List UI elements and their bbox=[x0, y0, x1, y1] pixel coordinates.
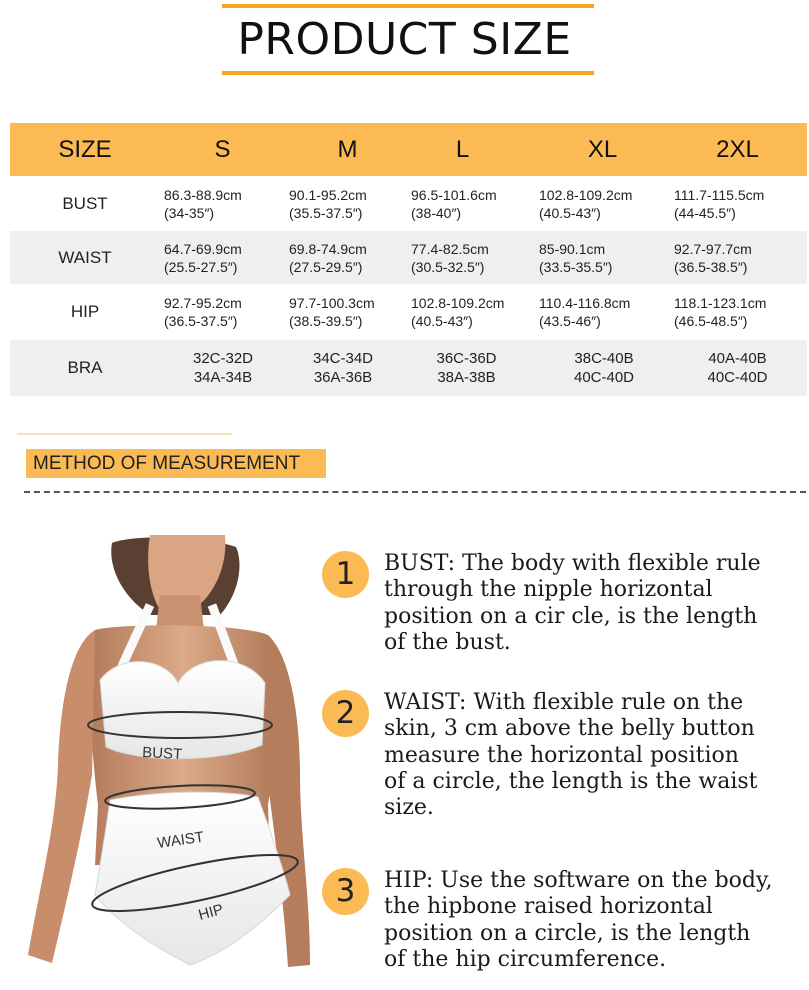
table-cell bbox=[160, 294, 289, 330]
table-cell bbox=[411, 294, 539, 330]
cell-inch: (46.5-48.5″) bbox=[674, 312, 748, 329]
size-header-2xl: 2XL bbox=[716, 136, 759, 163]
table-cell bbox=[674, 294, 804, 330]
cell-inch: (40.5-43″) bbox=[411, 312, 473, 329]
step-description: HIP: Use the software on the body, the hipbone raised horizontal position on a circle, is the length of the hip circumference. bbox=[384, 868, 773, 972]
cell-cm: 86.3-88.9cm bbox=[164, 186, 242, 203]
cell-cm: 111.7-115.5cm bbox=[674, 186, 765, 203]
step-number-badge: 3 bbox=[322, 868, 369, 915]
row-label: HIP bbox=[70, 301, 100, 321]
table-cell bbox=[674, 186, 804, 222]
step-description: WAIST: With flexible rule on the skin, 3 cm above the belly button measure the horizontal position of a circle, the length is the waist size. bbox=[384, 690, 758, 821]
cell-bra-size: 38C-40B bbox=[574, 350, 634, 367]
model-figure bbox=[0, 535, 320, 990]
table-cell bbox=[289, 186, 411, 222]
cell-cm: 102.8-109.2cm bbox=[539, 186, 633, 203]
bust-row bbox=[10, 177, 807, 230]
cell-cm: 77.4-82.5cm bbox=[411, 240, 489, 257]
table-cell bbox=[539, 294, 674, 330]
bikini-bottom-shape bbox=[95, 792, 290, 965]
cell-inch: (43.5-46″) bbox=[539, 312, 601, 329]
table-cell bbox=[411, 240, 539, 276]
page-title: PRODUCT SIZE bbox=[237, 14, 572, 65]
table-cell bbox=[289, 294, 411, 330]
cell-cm: 90.1-95.2cm bbox=[289, 186, 367, 203]
table-cell bbox=[675, 349, 800, 387]
hip-row bbox=[10, 285, 807, 338]
cell-inch: (27.5-29.5″) bbox=[289, 258, 363, 275]
cell-bra-size: 34A-34B bbox=[193, 369, 253, 386]
cell-bra-size: 40A-40B bbox=[708, 350, 767, 367]
cell-inch: (30.5-32.5″) bbox=[411, 258, 485, 275]
dashed-divider bbox=[24, 491, 806, 493]
size-header-m: M bbox=[337, 136, 358, 163]
title-top-rule bbox=[222, 4, 594, 8]
right-arm-shape bbox=[268, 635, 310, 967]
size-header-xl: XL bbox=[587, 136, 618, 163]
table-cell bbox=[286, 349, 400, 387]
cell-bra-size: 32C-32D bbox=[192, 350, 254, 367]
row-label: BUST bbox=[62, 193, 108, 213]
size-chart-table bbox=[10, 123, 807, 396]
step-description: BUST: The body with flexible rule through the nipple horizontal position on a cir cle, is the length of the bust. bbox=[384, 551, 761, 655]
waist-label: WAIST bbox=[156, 828, 206, 852]
size-header-l: L bbox=[455, 136, 470, 163]
size-header-s: S bbox=[214, 136, 231, 163]
title-bottom-rule bbox=[222, 71, 594, 75]
table-cell bbox=[160, 349, 286, 387]
step-number-badge: 2 bbox=[322, 690, 369, 737]
cell-inch: (35.5-37.5″) bbox=[289, 204, 363, 221]
size-header-label: SIZE bbox=[58, 135, 112, 163]
cell-cm: 97.7-100.3cm bbox=[289, 294, 375, 311]
cell-cm: 110.4-116.8cm bbox=[539, 294, 631, 311]
cell-inch: (40.5-43″) bbox=[539, 204, 601, 221]
cell-inch: (36.5-38.5″) bbox=[674, 258, 748, 275]
cell-inch: (33.5-35.5″) bbox=[539, 258, 613, 275]
table-cell bbox=[289, 240, 411, 276]
cell-bra-size: 40C-40D bbox=[573, 369, 635, 386]
cell-cm: 64.7-69.9cm bbox=[164, 240, 242, 257]
cell-cm: 85-90.1cm bbox=[539, 240, 606, 257]
row-label: BRA bbox=[67, 358, 103, 377]
bust-label: BUST bbox=[141, 744, 183, 764]
table-cell bbox=[160, 186, 289, 222]
hip-label: HIP bbox=[196, 900, 226, 924]
row-label: WAIST bbox=[58, 247, 112, 267]
table-cell bbox=[411, 186, 539, 222]
cell-inch: (44-45.5″) bbox=[674, 204, 736, 221]
table-cell bbox=[539, 186, 674, 222]
cell-inch: (38-40″) bbox=[411, 204, 462, 221]
cell-cm: 69.8-74.9cm bbox=[289, 240, 367, 257]
cell-bra-size: 38A-38B bbox=[437, 369, 496, 386]
step-number-badge: 1 bbox=[322, 551, 369, 598]
table-cell bbox=[533, 349, 675, 387]
bra-row bbox=[10, 340, 807, 396]
method-heading: METHOD OF MEASUREMENT bbox=[26, 449, 326, 478]
table-cell bbox=[674, 240, 804, 276]
table-cell bbox=[539, 240, 674, 276]
cell-bra-size: 34C-34D bbox=[312, 350, 374, 367]
cell-cm: 96.5-101.6cm bbox=[411, 186, 497, 203]
cell-inch: (25.5-27.5″) bbox=[164, 258, 238, 275]
waist-row bbox=[10, 231, 807, 284]
table-cell bbox=[160, 240, 289, 276]
left-arm-shape bbox=[28, 630, 95, 963]
cell-cm: 92.7-97.7cm bbox=[674, 240, 752, 257]
table-cell bbox=[400, 349, 533, 387]
cell-inch: (38.5-39.5″) bbox=[289, 312, 363, 329]
cell-bra-size: 40C-40D bbox=[707, 369, 768, 386]
cell-cm: 102.8-109.2cm bbox=[411, 294, 505, 311]
cell-inch: (36.5-37.5″) bbox=[164, 312, 238, 329]
cell-inch: (34-35″) bbox=[164, 204, 215, 221]
method-top-rule bbox=[17, 433, 232, 435]
size-header-row bbox=[10, 123, 807, 176]
cell-cm: 118.1-123.1cm bbox=[674, 294, 767, 311]
cell-cm: 92.7-95.2cm bbox=[164, 294, 242, 311]
cell-bra-size: 36C-36D bbox=[436, 350, 497, 367]
cell-bra-size: 36A-36B bbox=[313, 369, 373, 386]
